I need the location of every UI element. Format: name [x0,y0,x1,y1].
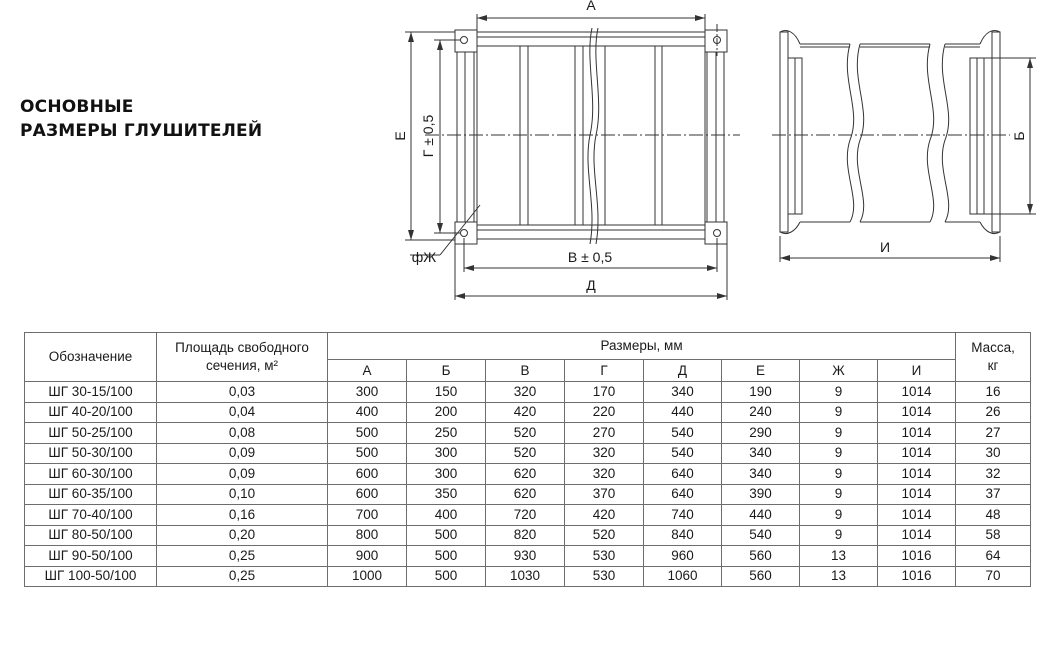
designation-cell: ШГ 70-40/100 [25,505,157,526]
header-dim-col: В [486,360,565,382]
label-i: И [879,239,891,255]
header-mass-line-1: Масса, [971,340,1015,355]
label-e: Е [392,131,408,141]
table-cell: 16 [956,382,1031,403]
header-dim-col: Ж [800,360,878,382]
table-cell: 1014 [878,382,956,403]
table-cell: 13 [800,546,878,567]
table-cell: 600 [328,484,407,505]
table-cell: 1016 [878,566,956,587]
table-cell: 9 [800,382,878,403]
table-row [25,423,1031,444]
table-cell: 420 [486,402,565,423]
table-cell: 27 [956,423,1031,444]
designation-cell: ШГ 50-25/100 [25,423,157,444]
header-dim-col: И [878,360,956,382]
designation-cell: ШГ 80-50/100 [25,525,157,546]
table-cell: 0,10 [157,484,328,505]
table-cell: 1060 [644,566,722,587]
table-cell: 26 [956,402,1031,423]
designation-cell: ШГ 50-30/100 [25,443,157,464]
table-cell: 300 [328,382,407,403]
table-cell: 520 [486,423,565,444]
table-cell: 840 [644,525,722,546]
designation-cell: ШГ 30-15/100 [25,382,157,403]
table-cell: 530 [565,546,644,567]
table-cell: 340 [722,464,800,485]
table-cell: 9 [800,464,878,485]
table-cell: 1016 [878,546,956,567]
table-row [25,443,1031,464]
table-cell: 9 [800,402,878,423]
table-cell: 620 [486,464,565,485]
table-cell: 520 [565,525,644,546]
table-cell: 9 [800,525,878,546]
table-cell: 300 [407,464,486,485]
heading-line-1: ОСНОВНЫЕ [20,97,134,117]
table-cell: 1000 [328,566,407,587]
table-cell: 300 [407,443,486,464]
heading-line-2: РАЗМЕРЫ ГЛУШИТЕЛЕЙ [20,121,263,141]
table-cell: 48 [956,505,1031,526]
table-cell: 640 [644,464,722,485]
table-cell: 1014 [878,484,956,505]
table-row [25,382,1031,403]
table-cell: 37 [956,484,1031,505]
table-cell: 0,25 [157,546,328,567]
table-row [25,464,1031,485]
table-row [25,525,1031,546]
table-cell: 200 [407,402,486,423]
header-designation: Обозначение [25,333,157,382]
label-a: А [586,0,596,13]
table-cell: 500 [407,525,486,546]
label-g: Г ± 0,5 [420,114,436,158]
table-row [25,566,1031,587]
table-cell: 0,25 [157,566,328,587]
header-dim-col: Г [565,360,644,382]
table-cell: 960 [644,546,722,567]
label-b: Б [1011,131,1027,141]
header-dim-col: А [328,360,407,382]
table-cell: 0,16 [157,505,328,526]
table-cell: 440 [722,505,800,526]
table-cell: 400 [407,505,486,526]
designation-cell: ШГ 40-20/100 [25,402,157,423]
table-cell: 9 [800,505,878,526]
table-cell: 0,03 [157,382,328,403]
table-cell: 900 [328,546,407,567]
table-cell: 0,08 [157,423,328,444]
table-cell: 640 [644,484,722,505]
designation-cell: ШГ 90-50/100 [25,546,157,567]
table-cell: 540 [644,423,722,444]
table-cell: 1014 [878,525,956,546]
table-cell: 390 [722,484,800,505]
table-cell: 500 [407,546,486,567]
header-dim-col: Б [407,360,486,382]
header-dim-col: Д [644,360,722,382]
table-cell: 600 [328,464,407,485]
header-area-line-2: сечения, м² [206,358,278,373]
table-cell: 0,09 [157,464,328,485]
table-cell: 270 [565,423,644,444]
table-cell: 0,04 [157,402,328,423]
designation-cell: ШГ 100-50/100 [25,566,157,587]
header-mass-line-2: кг [987,358,999,373]
table-cell: 32 [956,464,1031,485]
table-cell: 70 [956,566,1031,587]
table-cell: 700 [328,505,407,526]
table-cell: 1014 [878,402,956,423]
table-cell: 530 [565,566,644,587]
designation-cell: ШГ 60-35/100 [25,484,157,505]
table-cell: 320 [486,382,565,403]
table-cell: 64 [956,546,1031,567]
table-cell: 420 [565,505,644,526]
table-cell: 320 [565,443,644,464]
header-area [157,333,328,382]
table-cell: 500 [328,443,407,464]
table-cell: 930 [486,546,565,567]
table-cell: 9 [800,484,878,505]
table-cell: 1014 [878,464,956,485]
table-cell: 1014 [878,505,956,526]
table-cell: 560 [722,546,800,567]
table-cell: 560 [722,566,800,587]
table-cell: 170 [565,382,644,403]
table-cell: 240 [722,402,800,423]
table-cell: 0,20 [157,525,328,546]
silencer-drawing [0,0,1047,320]
table-cell: 1014 [878,443,956,464]
header-dimensions: Размеры, мм [328,333,956,360]
table-cell: 740 [644,505,722,526]
table-cell: 540 [644,443,722,464]
table-cell: 290 [722,423,800,444]
table-cell: 500 [407,566,486,587]
header-mass [956,333,1031,382]
table-cell: 9 [800,423,878,444]
table-cell: 340 [722,443,800,464]
table-cell: 30 [956,443,1031,464]
table-row [25,484,1031,505]
table-cell: 250 [407,423,486,444]
table-cell: 440 [644,402,722,423]
table-row [25,402,1031,423]
table-cell: 370 [565,484,644,505]
table-cell: 1030 [486,566,565,587]
label-v: В ± 0,5 [567,249,613,265]
table-cell: 150 [407,382,486,403]
table-cell: 190 [722,382,800,403]
table-cell: 1014 [878,423,956,444]
header-area-line-1: Площадь свободного [175,340,309,355]
table-cell: 720 [486,505,565,526]
table-cell: 500 [328,423,407,444]
table-row [25,505,1031,526]
designation-cell: ШГ 60-30/100 [25,464,157,485]
header-dim-col: Е [722,360,800,382]
table-cell: 400 [328,402,407,423]
table-cell: 820 [486,525,565,546]
label-phi-zh: фЖ [411,249,437,265]
table-cell: 800 [328,525,407,546]
table-cell: 620 [486,484,565,505]
dimensions-table [24,332,1031,587]
table-cell: 13 [800,566,878,587]
table-row [25,546,1031,567]
table-cell: 340 [644,382,722,403]
table-cell: 520 [486,443,565,464]
table-cell: 540 [722,525,800,546]
table-cell: 320 [565,464,644,485]
table-cell: 0,09 [157,443,328,464]
table-cell: 58 [956,525,1031,546]
label-d: Д [586,277,596,293]
table-cell: 350 [407,484,486,505]
table-cell: 220 [565,402,644,423]
table-cell: 9 [800,443,878,464]
